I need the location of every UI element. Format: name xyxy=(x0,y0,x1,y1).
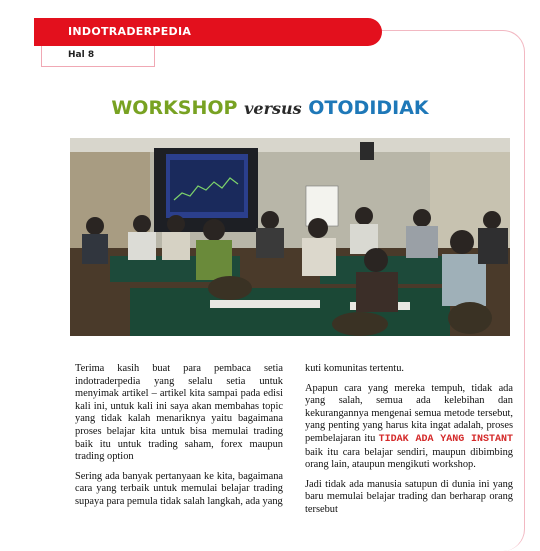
page-number: Hal 8 xyxy=(68,50,95,60)
paragraph: kuti komunitas tertentu. xyxy=(305,363,404,374)
workshop-photo-illustration xyxy=(70,138,510,336)
title-workshop: WORKSHOP xyxy=(111,97,238,119)
article-title xyxy=(0,97,540,119)
title-versus: versus xyxy=(244,99,302,118)
paragraph-text: Apapun cara yang mereka tempuh, tidak ada yang salah, semua ada kelebihan dan kekurangannya mengenai semua metode tersebut, yang penting yang harus kita ingat adalah, proses pembelajaran itu xyxy=(305,382,513,444)
paragraph: Jadi tidak ada manusia satupun di dunia ini yang baru memulai belajar trading dan berharap orang tersebut xyxy=(305,478,513,515)
article-column-right xyxy=(305,363,513,524)
paragraph: Sering ada banyak pertanyaan ke kita, bagaimana cara yang terbaik untuk memulai belajar trading supaya para pemula tidak salah langkah, ada yang xyxy=(75,470,283,507)
paragraph xyxy=(305,383,513,472)
article-column-left xyxy=(75,363,283,516)
page-number-box xyxy=(41,46,155,67)
paragraph: Terima kasih buat para pembaca setia indotraderpedia yang selalu setia untuk menyimak artikel – artikel kita sampai pada edisi kali ini, untuk kali ini saya akan membahas topic yang tidak kalah menariknya yaitu bagaimana proses belajar kita untuk bisa memulai trading baik itu untuk trading saham, forex maupun trading option xyxy=(75,363,283,463)
title-otodidiak: OTODIDIAK xyxy=(308,97,429,119)
highlight-text: TIDAK ADA YANG INSTANT xyxy=(378,433,513,445)
workshop-photo xyxy=(70,138,510,336)
paragraph-text: baik itu cara belajar sendiri, maupun dibimbing orang lain, ataupun mengikuti workshop. xyxy=(305,446,513,471)
brand-name: INDOTRADERPEDIA xyxy=(68,25,192,38)
